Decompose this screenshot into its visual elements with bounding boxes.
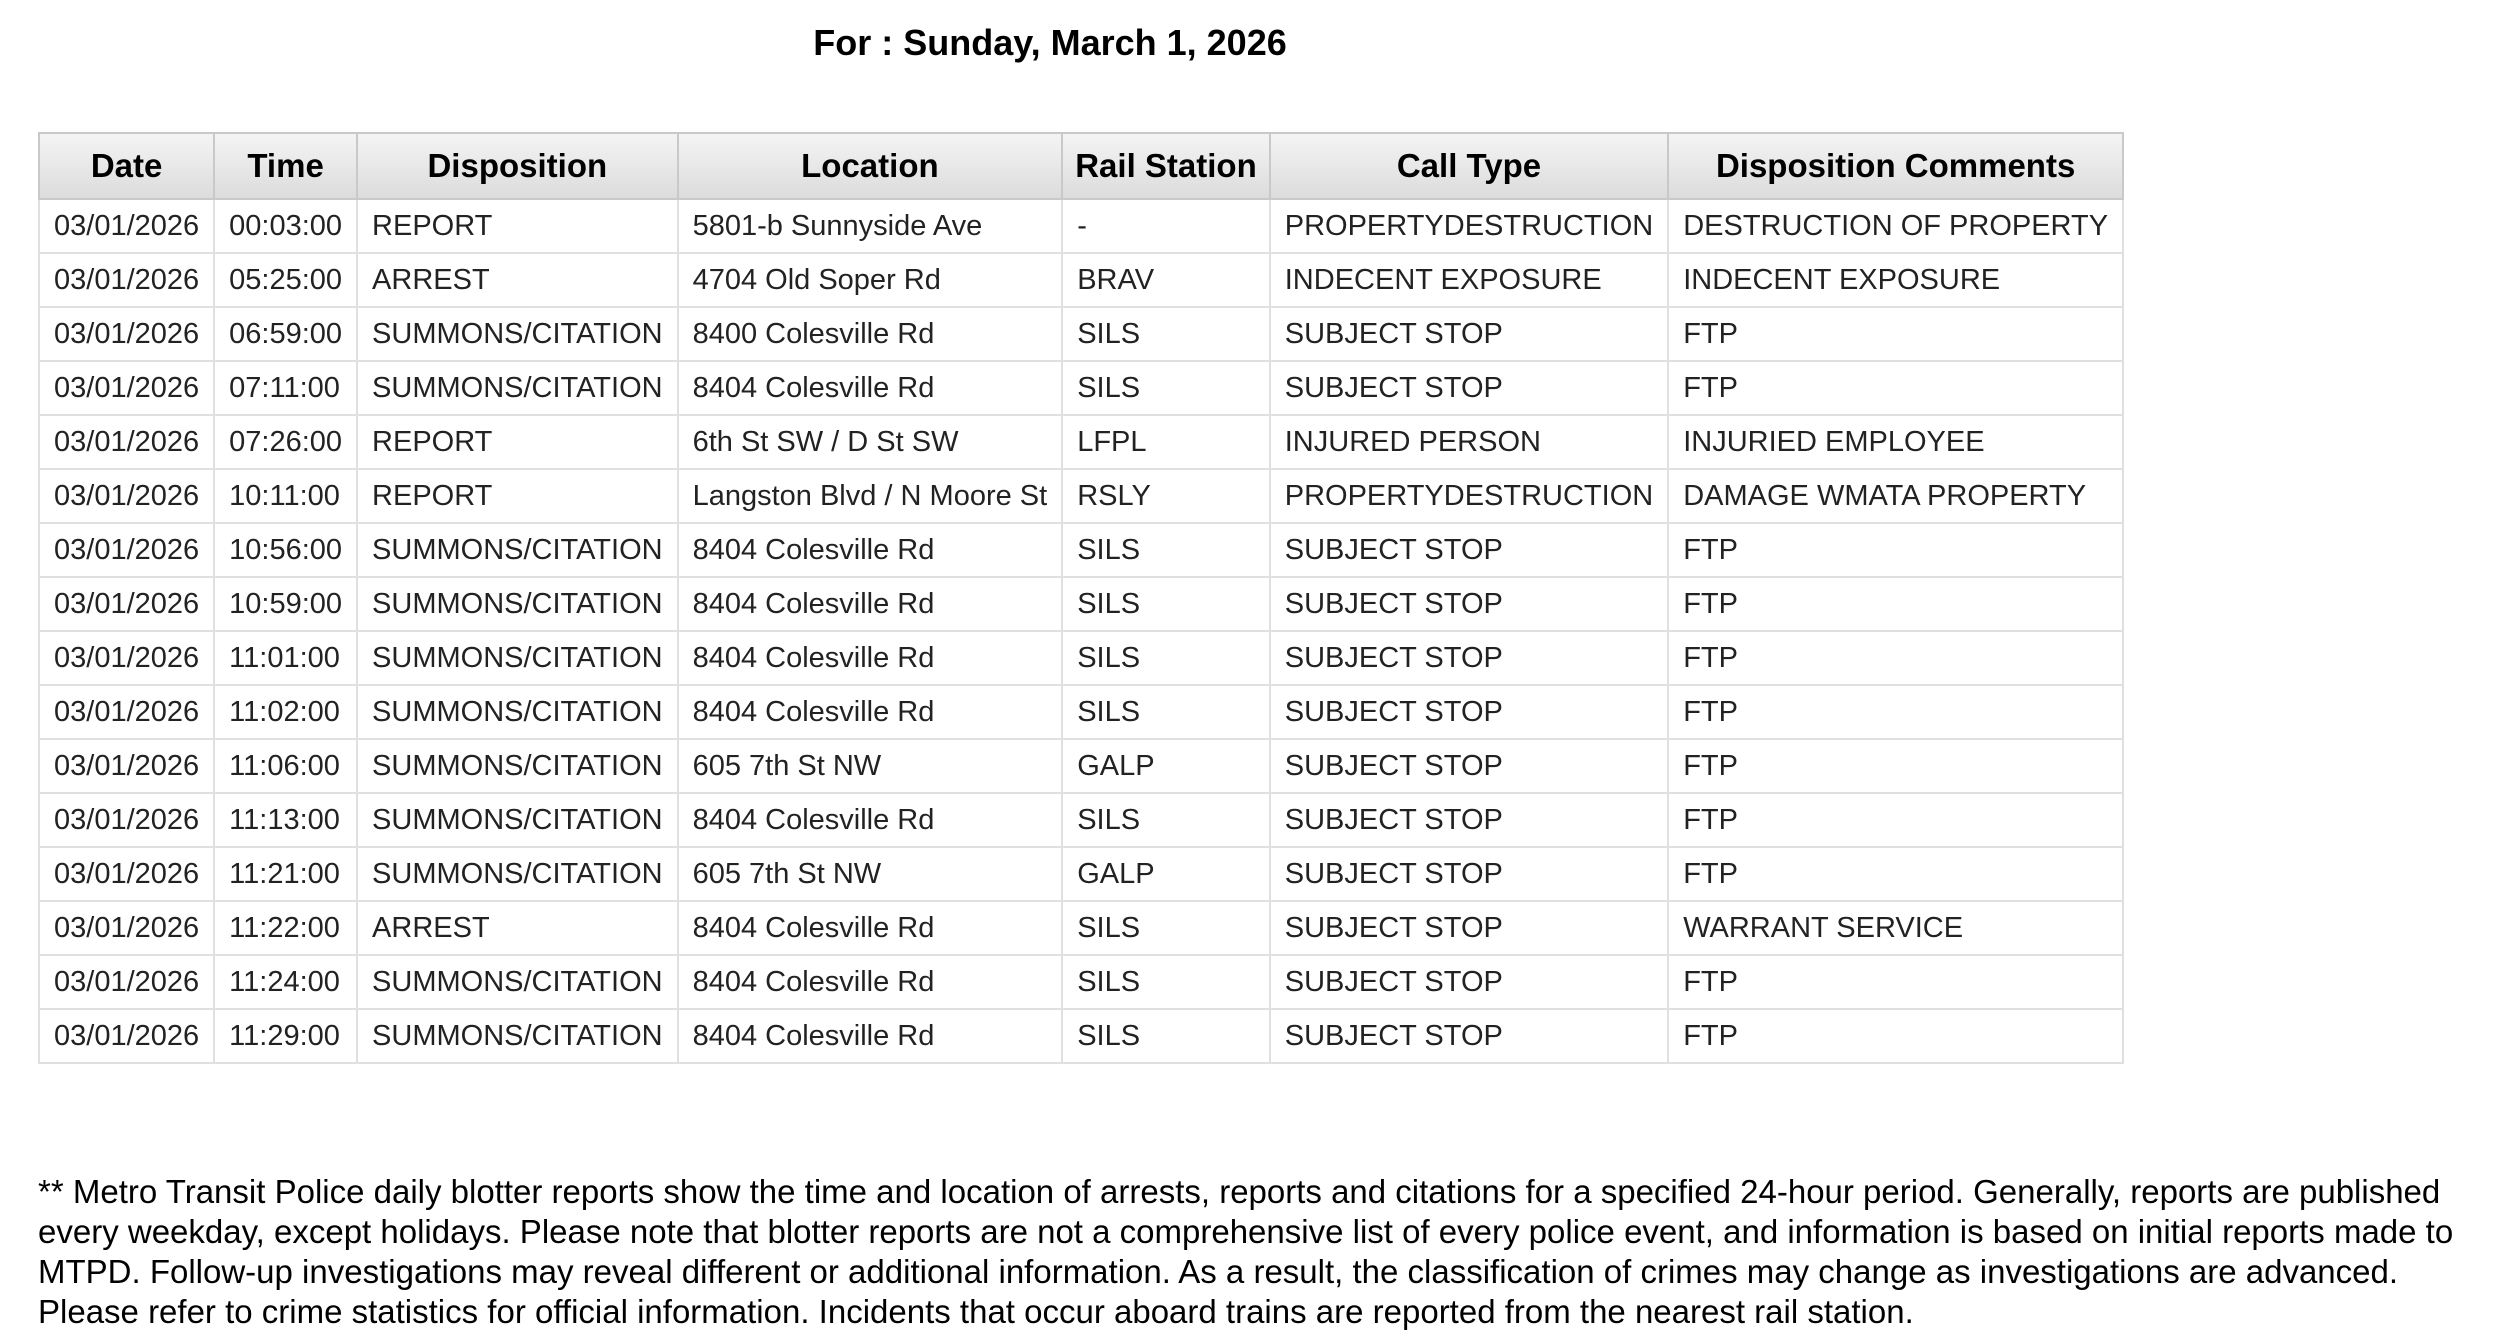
cell-date: 03/01/2026 [39,253,214,307]
cell-call-type: SUBJECT STOP [1270,847,1668,901]
cell-disposition-comments: INJURIED EMPLOYEE [1668,415,2123,469]
cell-rail-station: SILS [1062,793,1270,847]
cell-location: 8404 Colesville Rd [678,901,1063,955]
page-title: For : Sunday, March 1, 2026 [813,22,1287,63]
table-row [39,847,2123,901]
cell-date: 03/01/2026 [39,793,214,847]
cell-location: 4704 Old Soper Rd [678,253,1063,307]
table-row [39,685,2123,739]
cell-time: 11:01:00 [214,631,357,685]
cell-disposition-comments: FTP [1668,685,2123,739]
cell-call-type: INJURED PERSON [1270,415,1668,469]
cell-call-type: SUBJECT STOP [1270,793,1668,847]
cell-location: Langston Blvd / N Moore St [678,469,1063,523]
cell-time: 07:26:00 [214,415,357,469]
cell-disposition-comments: FTP [1668,523,2123,577]
cell-date: 03/01/2026 [39,361,214,415]
column-header-disposition-comments: Disposition Comments [1668,133,2123,199]
table-row [39,901,2123,955]
cell-location: 8404 Colesville Rd [678,631,1063,685]
cell-time: 05:25:00 [214,253,357,307]
cell-rail-station: SILS [1062,901,1270,955]
cell-time: 11:29:00 [214,1009,357,1063]
cell-disposition: ARREST [357,253,678,307]
column-header-rail-station: Rail Station [1062,133,1270,199]
cell-date: 03/01/2026 [39,739,214,793]
cell-time: 11:06:00 [214,739,357,793]
cell-call-type: SUBJECT STOP [1270,523,1668,577]
cell-rail-station: GALP [1062,739,1270,793]
cell-disposition-comments: FTP [1668,307,2123,361]
cell-rail-station: - [1062,199,1270,253]
cell-disposition-comments: FTP [1668,739,2123,793]
cell-time: 10:59:00 [214,577,357,631]
cell-rail-station: SILS [1062,631,1270,685]
cell-rail-station: SILS [1062,523,1270,577]
table-row [39,361,2123,415]
column-header-date: Date [39,133,214,199]
cell-call-type: SUBJECT STOP [1270,685,1668,739]
cell-time: 11:13:00 [214,793,357,847]
cell-disposition: SUMMONS/CITATION [357,739,678,793]
cell-call-type: SUBJECT STOP [1270,1009,1668,1063]
table-row [39,253,2123,307]
cell-disposition-comments: DESTRUCTION OF PROPERTY [1668,199,2123,253]
cell-location: 5801-b Sunnyside Ave [678,199,1063,253]
cell-call-type: SUBJECT STOP [1270,361,1668,415]
cell-disposition: REPORT [357,415,678,469]
cell-call-type: PROPERTYDESTRUCTION [1270,199,1668,253]
cell-disposition: SUMMONS/CITATION [357,1009,678,1063]
table-header [39,133,2123,199]
cell-location: 605 7th St NW [678,739,1063,793]
cell-disposition: SUMMONS/CITATION [357,685,678,739]
cell-date: 03/01/2026 [39,469,214,523]
cell-location: 8404 Colesville Rd [678,685,1063,739]
cell-disposition: SUMMONS/CITATION [357,361,678,415]
column-header-call-type: Call Type [1270,133,1668,199]
cell-disposition: SUMMONS/CITATION [357,793,678,847]
cell-rail-station: SILS [1062,955,1270,1009]
cell-disposition: SUMMONS/CITATION [357,523,678,577]
table-row [39,307,2123,361]
table-row [39,523,2123,577]
cell-location: 605 7th St NW [678,847,1063,901]
table-row [39,1009,2123,1063]
cell-rail-station: BRAV [1062,253,1270,307]
cell-date: 03/01/2026 [39,1009,214,1063]
table-row [39,793,2123,847]
cell-rail-station: GALP [1062,847,1270,901]
cell-call-type: SUBJECT STOP [1270,577,1668,631]
cell-call-type: PROPERTYDESTRUCTION [1270,469,1668,523]
cell-disposition: SUMMONS/CITATION [357,631,678,685]
cell-call-type: INDECENT EXPOSURE [1270,253,1668,307]
cell-disposition: ARREST [357,901,678,955]
cell-date: 03/01/2026 [39,199,214,253]
cell-location: 8404 Colesville Rd [678,577,1063,631]
cell-rail-station: SILS [1062,1009,1270,1063]
cell-rail-station: SILS [1062,577,1270,631]
table-row [39,631,2123,685]
cell-call-type: SUBJECT STOP [1270,901,1668,955]
table-row [39,739,2123,793]
cell-disposition: REPORT [357,199,678,253]
cell-date: 03/01/2026 [39,307,214,361]
cell-date: 03/01/2026 [39,901,214,955]
cell-disposition-comments: FTP [1668,577,2123,631]
cell-location: 8400 Colesville Rd [678,307,1063,361]
cell-time: 11:24:00 [214,955,357,1009]
cell-rail-station: SILS [1062,307,1270,361]
table-row [39,415,2123,469]
cell-time: 07:11:00 [214,361,357,415]
table-row [39,199,2123,253]
cell-rail-station: SILS [1062,361,1270,415]
cell-time: 11:21:00 [214,847,357,901]
cell-call-type: SUBJECT STOP [1270,307,1668,361]
cell-call-type: SUBJECT STOP [1270,739,1668,793]
cell-disposition-comments: FTP [1668,955,2123,1009]
cell-disposition-comments: FTP [1668,847,2123,901]
cell-rail-station: LFPL [1062,415,1270,469]
blotter-table [38,132,2124,1064]
table-row [39,577,2123,631]
cell-disposition-comments: INDECENT EXPOSURE [1668,253,2123,307]
table-row [39,469,2123,523]
cell-location: 8404 Colesville Rd [678,955,1063,1009]
cell-location: 6th St SW / D St SW [678,415,1063,469]
column-header-time: Time [214,133,357,199]
cell-time: 11:02:00 [214,685,357,739]
cell-call-type: SUBJECT STOP [1270,955,1668,1009]
footnote: ** Metro Transit Police daily blotter reports show the time and location of arrests, reports and citations for a specified 24-hour period. Generally, reports are published every weekday, except holidays. Please note that blotter reports are not a comprehensive list of every police event, and information is based on initial reports made to MTPD. Follow-up investigations may reveal different or additional information. As a result, the classification of crimes may change as investigations are advanced. Please refer to crime statistics for official information. Incidents that occur aboard trains are reported from the nearest rail station. [38,1173,2454,1330]
column-header-location: Location [678,133,1063,199]
cell-rail-station: SILS [1062,685,1270,739]
cell-location: 8404 Colesville Rd [678,361,1063,415]
cell-disposition: SUMMONS/CITATION [357,955,678,1009]
cell-disposition: SUMMONS/CITATION [357,577,678,631]
table-row [39,955,2123,1009]
cell-time: 10:56:00 [214,523,357,577]
cell-time: 00:03:00 [214,199,357,253]
cell-time: 06:59:00 [214,307,357,361]
cell-disposition-comments: FTP [1668,1009,2123,1063]
cell-date: 03/01/2026 [39,523,214,577]
cell-date: 03/01/2026 [39,955,214,1009]
cell-date: 03/01/2026 [39,685,214,739]
cell-disposition-comments: DAMAGE WMATA PROPERTY [1668,469,2123,523]
cell-disposition-comments: WARRANT SERVICE [1668,901,2123,955]
cell-rail-station: RSLY [1062,469,1270,523]
cell-disposition: REPORT [357,469,678,523]
cell-disposition: SUMMONS/CITATION [357,847,678,901]
cell-time: 11:22:00 [214,901,357,955]
cell-date: 03/01/2026 [39,847,214,901]
cell-call-type: SUBJECT STOP [1270,631,1668,685]
cell-disposition-comments: FTP [1668,631,2123,685]
cell-time: 10:11:00 [214,469,357,523]
table-body [39,199,2123,1063]
cell-date: 03/01/2026 [39,631,214,685]
cell-date: 03/01/2026 [39,415,214,469]
cell-location: 8404 Colesville Rd [678,1009,1063,1063]
cell-date: 03/01/2026 [39,577,214,631]
cell-disposition: SUMMONS/CITATION [357,307,678,361]
header-row [39,133,2123,199]
column-header-disposition: Disposition [357,133,678,199]
cell-disposition-comments: FTP [1668,793,2123,847]
cell-location: 8404 Colesville Rd [678,523,1063,577]
cell-location: 8404 Colesville Rd [678,793,1063,847]
cell-disposition-comments: FTP [1668,361,2123,415]
